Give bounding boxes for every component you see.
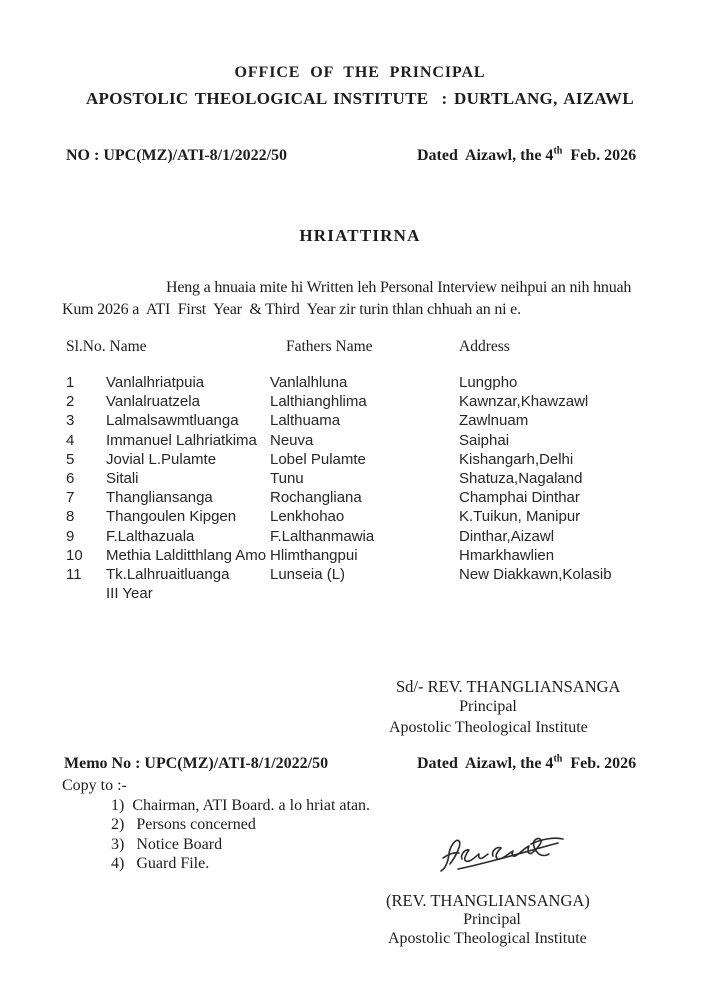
row-father: Lalthianghlima <box>270 393 367 411</box>
sd-signatory-org: Apostolic Theological Institute <box>389 719 588 736</box>
row-name: Tk.Lalhruaitluanga <box>106 565 230 583</box>
row-name: Thangliansanga <box>106 489 213 507</box>
body-paragraph-line-1: Heng a hnuaia mite hi Written leh Personal Interview neihpui an nih hnuah <box>166 279 632 296</box>
row-slno: 2 <box>66 393 75 411</box>
date-ordinal-suffix: th <box>553 145 563 157</box>
signatory-org: Apostolic Theological Institute <box>388 930 587 947</box>
signatory-role: Principal <box>463 911 521 928</box>
letterhead-institute-line: APOSTOLIC THEOLOGICAL INSTITUTE : DURTLANG, AIZAWL <box>85 89 635 108</box>
memo-date-ordinal-suffix: th <box>553 753 563 765</box>
table-row <box>0 432 720 451</box>
row-father: Lalthuama <box>270 412 341 430</box>
table-row <box>0 412 720 431</box>
row-address: Shatuza,Nagaland <box>459 469 583 487</box>
student-table <box>0 374 720 604</box>
row-slno: 5 <box>66 450 75 468</box>
row-slno: 3 <box>66 412 75 430</box>
table-header-address: Address <box>459 338 510 355</box>
copy-to-label: Copy to :- <box>62 777 127 794</box>
table-row <box>0 566 720 585</box>
row-address: Hmarkhawlien <box>459 546 555 564</box>
table-row <box>0 508 720 527</box>
memo-number: Memo No : UPC(MZ)/ATI-8/1/2022/50 <box>64 755 329 772</box>
row-address: Lungpho <box>459 374 518 391</box>
row-name: Vanlalruatzela <box>106 393 200 411</box>
row-address: Kawnzar,Khawzawl <box>459 393 589 411</box>
row-slno: 9 <box>66 527 75 545</box>
row-slno: 10 <box>66 546 83 564</box>
row-father: F.Lalthanmawia <box>270 527 375 545</box>
memo-date <box>417 755 636 773</box>
sd-signatory-role: Principal <box>459 698 517 715</box>
row-name: Sitali <box>106 469 139 487</box>
row-name: Methia Lalditthlang Amo <box>106 546 267 564</box>
body-paragraph-line-2: Kum 2026 a ATI First Year & Third Year zir turin thlan chhuah an ni e. <box>62 301 521 318</box>
row-address: Dinthar,Aizawl <box>459 527 555 545</box>
row-slno: 7 <box>66 489 75 507</box>
row-father: Neuva <box>270 431 314 449</box>
table-header-fathers-name: Fathers Name <box>286 338 373 355</box>
sd-signatory-name: Sd/- REV. THANGLIANSANGA <box>396 677 621 696</box>
row-father: Vanlalhluna <box>270 374 348 391</box>
table-row <box>0 547 720 566</box>
row-slno: 4 <box>66 431 75 449</box>
table-header-slno-name: Sl.No. Name <box>66 338 147 355</box>
row-slno: 11 <box>66 565 82 583</box>
row-address: New Diakkawn,Kolasib <box>459 565 612 583</box>
row-father: Lobel Pulamte <box>270 450 366 468</box>
row-name: Lalmalsawmtluanga <box>106 412 239 430</box>
copy-to-item: 1) Chairman, ATI Board. a lo hriat atan. <box>111 797 371 814</box>
year-footnote: III Year <box>106 585 153 603</box>
row-father: Lunseia (L) <box>270 565 346 583</box>
row-address: Champhai Dinthar <box>459 489 580 507</box>
row-name: Vanlalhriatpuia <box>106 374 205 391</box>
row-name: Jovial L.Pulamte <box>106 450 217 468</box>
table-row <box>0 470 720 489</box>
table-row <box>0 528 720 547</box>
row-name: Thangoulen Kipgen <box>106 508 237 526</box>
row-name: Immanuel Lalhriatkima <box>106 431 257 449</box>
table-row <box>0 489 720 508</box>
row-name: F.Lalthazuala <box>106 527 195 545</box>
row-slno: 1 <box>66 374 75 391</box>
row-father: Rochangliana <box>270 489 362 507</box>
date-year-text: Feb. 2026 <box>562 147 637 164</box>
reference-number: NO : UPC(MZ)/ATI-8/1/2022/50 <box>66 147 288 164</box>
date-text: Dated Aizawl, the 4 <box>417 147 554 164</box>
document-title: HRIATTIRNA <box>299 226 421 245</box>
row-address: Saiphai <box>459 431 510 449</box>
row-address: Kishangarh,Delhi <box>459 450 574 468</box>
row-father: Lenkhohao <box>270 508 345 526</box>
signatory-name: (REV. THANGLIANSANGA) <box>386 891 590 910</box>
row-slno: 6 <box>66 469 75 487</box>
table-row <box>0 451 720 470</box>
letterhead-office-line: OFFICE OF THE PRINCIPAL <box>234 64 486 81</box>
row-father: Hlimthangpui <box>270 546 358 564</box>
row-father: Tunu <box>270 469 304 487</box>
table-footnote-row <box>0 585 720 604</box>
row-slno: 8 <box>66 508 75 526</box>
table-row <box>0 374 720 393</box>
table-row <box>0 393 720 412</box>
reference-date <box>417 147 636 165</box>
copy-to-item: 3) Notice Board <box>111 835 223 853</box>
copy-to-list <box>111 796 370 873</box>
memo-date-year-text: Feb. 2026 <box>562 755 637 772</box>
copy-to-item: 2) Persons concerned <box>111 816 256 834</box>
handwritten-signature-icon <box>430 834 580 881</box>
row-address: Zawlnuam <box>459 412 529 430</box>
row-address: K.Tuikun, Manipur <box>459 508 581 526</box>
memo-date-text: Dated Aizawl, the 4 <box>417 755 554 772</box>
copy-to-item: 4) Guard File. <box>111 854 210 872</box>
